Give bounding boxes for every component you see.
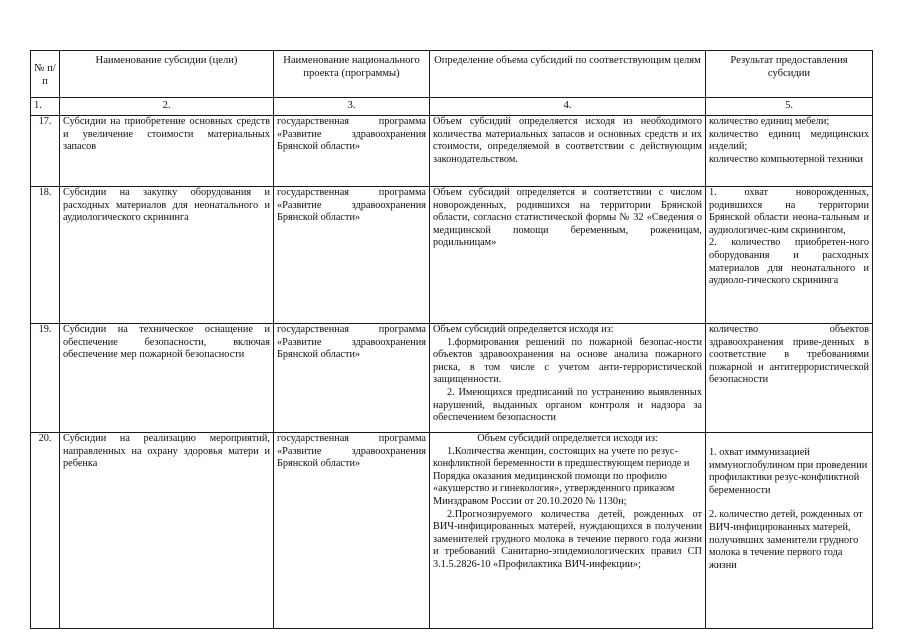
subsidy-name: Субсидии на закупку оборудования и расходных материалов для неонатального и аудиологического скрининга: [60, 187, 274, 324]
result: [706, 187, 873, 324]
volume-definition: [430, 187, 706, 324]
header-subsidy-name: Наименование субсидии (цели): [60, 51, 274, 98]
program-name: государственная программа «Развитие здравоохранения Брянской области»: [274, 187, 430, 324]
definition-paragraph: Объем субсидий определяется исходя из:: [433, 324, 614, 335]
subsidy-name: Субсидии на техническое оснащение и обеспечение безопасности, включая обеспечение мер пожарной безопасности: [60, 324, 274, 433]
header-result: Результат предоставления субсидии: [706, 51, 873, 98]
table-header-row: [31, 51, 873, 98]
result: [706, 116, 873, 187]
column-number: 3.: [274, 98, 430, 116]
result-line: количество единиц мебели;: [709, 116, 830, 127]
program-name: государственная программа «Развитие здравоохранения Брянской области»: [274, 116, 430, 187]
definition-paragraph: 1.Количества женщин, состоящих на учете по резус-конфликтной беременности в предшествующем периоде и Порядка оказания медицинской помощи по профилю «акушерство и гинекология», утвержденного приказом Минздравом России от 20.10.2020 № 1130н;: [433, 445, 690, 507]
result-line: количество единиц медицинских изделий;: [709, 128, 869, 153]
result-line: 2. количество приобретен-ного оборудования и расходных материалов для неонатального и аудиоло-гического скрининга: [709, 237, 869, 287]
program-name: государственная программа «Развитие здравоохранения Брянской области»: [274, 433, 430, 629]
column-number: 1.: [31, 98, 60, 116]
result: [706, 433, 873, 629]
subsidy-name: Субсидии на реализацию мероприятий, направленных на охрану здоровья матери и ребенка: [60, 433, 274, 629]
table-row: [31, 433, 873, 629]
definition-paragraph: Объем субсидий определяется исходя из:: [477, 433, 658, 444]
column-number: 2.: [60, 98, 274, 116]
subsidy-name: Субсидии на приобретение основных средств и увеличение стоимости материальных запасов: [60, 116, 274, 187]
volume-definition: [430, 324, 706, 433]
table-row: [31, 187, 873, 324]
definition-paragraph: Объем субсидий определяется исходя из необходимого количества материальных запасов и основных средств и их стоимости, определяемой в соответствии с действующим законодательством.: [433, 116, 702, 165]
program-name: государственная программа «Развитие здравоохранения Брянской области»: [274, 324, 430, 433]
result-line: 1. охват новорожденных, родившихся на территории Брянской области неона-тальным и аудиологичес-ким скринингом,: [709, 187, 869, 236]
row-number: 18.: [31, 187, 60, 324]
result-line: 2. количество детей, рожденных от ВИЧ-инфицированных матерей, получивших заменители грудного молока в течение первого года жизни: [709, 509, 863, 571]
row-number: 19.: [31, 324, 60, 433]
definition-paragraph: Объем субсидий определяется в соответствии с числом новорожденных, родившихся на территории Брянской области, согласно статистической формы № 32 «Сведения о медицинской помощи беременным, роженицам, родильницам»: [433, 187, 702, 249]
column-number: 5.: [706, 98, 873, 116]
result: [706, 324, 873, 433]
volume-definition: [430, 116, 706, 187]
row-number: 20.: [31, 433, 60, 629]
result-line: 1. охват иммунизацией иммуноглобулином при проведении профилактики резус-конфликтной беременности: [709, 447, 868, 496]
column-numbers-row: [31, 98, 873, 116]
header-number: № п/п: [31, 51, 60, 98]
result-line: количество компьютерной техники: [709, 153, 864, 165]
row-number: 17.: [31, 116, 60, 187]
definition-paragraph: 2. Имеющихся предписаний по устранению выявленных нарушений, выданных органом контроля и надзора за обеспечением безопасности: [433, 386, 702, 424]
header-program-name: Наименование национального проекта (программы): [274, 51, 430, 98]
header-volume-definition: Определение объема субсидий по соответствующим целям: [430, 51, 706, 98]
column-number: 4.: [430, 98, 706, 116]
table-row: [31, 324, 873, 433]
definition-paragraph: 1.формирования решений по пожарной безопас-ности объектов здравоохранения на основе анализа пожарного риска, в том числе с учетом анти-террористической защищенности.: [433, 336, 702, 386]
definition-paragraph: 2.Прогнозируемого количества детей, рожденных от ВИЧ-инфицированных матерей, нуждающихся в получении заменителей грудного молока в течение первого года жизни и требований Санитарно-эпидемиологических правил СП 3.1.5.2826-10 «Профилактика ВИЧ-инфекции»;: [433, 508, 702, 570]
subsidies-table: [30, 50, 873, 629]
result-line: количество объектов здравоохранения приве-денных в соответствие в требованиями пожарной и антитеррористической безопасности: [709, 324, 869, 386]
table-row: [31, 116, 873, 187]
volume-definition: [430, 433, 706, 629]
